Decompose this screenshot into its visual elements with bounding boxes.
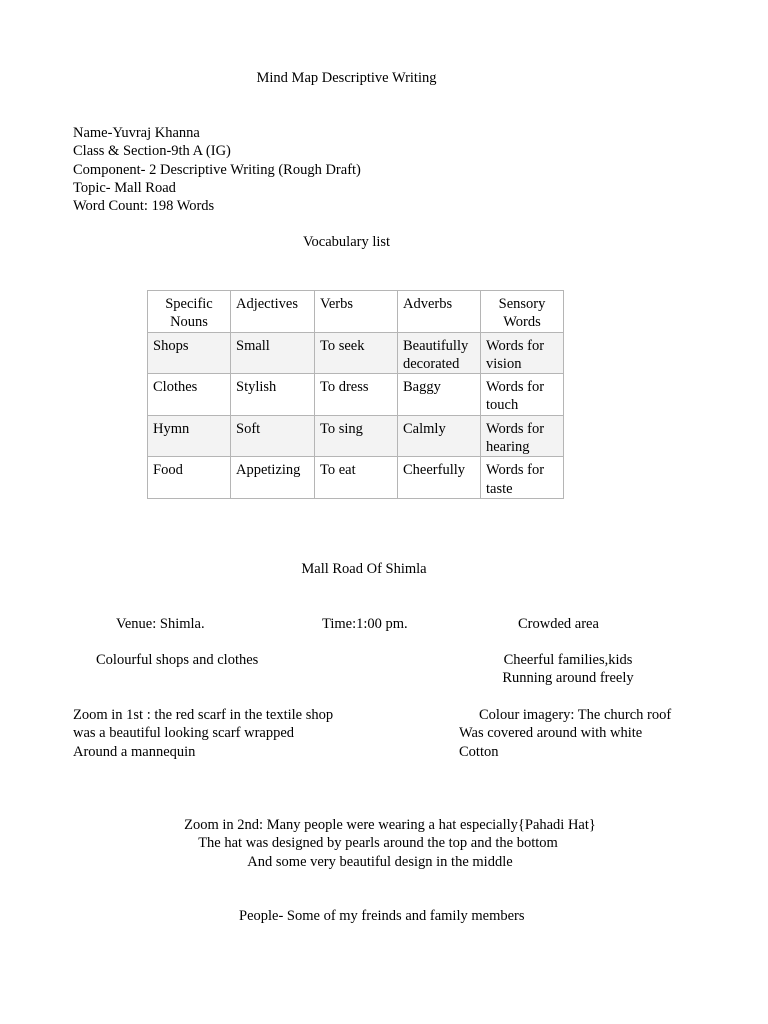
table-cell: Beautifully decorated — [398, 332, 481, 374]
header-cell: Adverbs — [398, 291, 481, 333]
table-cell: Words for taste — [481, 457, 564, 499]
table-cell: Stylish — [231, 374, 315, 416]
table-row — [148, 374, 564, 416]
info-topic: Topic- Mall Road — [73, 179, 176, 196]
info-class: Class & Section-9th A (IG) — [73, 143, 231, 160]
table-cell: Soft — [231, 415, 315, 457]
mindmap-colour-imagery: Colour imagery: The church roof Was covered around with white Cotton — [459, 707, 672, 760]
table-row — [148, 332, 564, 374]
header-cell: Sensory Words — [481, 291, 564, 333]
table-row — [148, 415, 564, 457]
table-cell: Small — [231, 332, 315, 374]
mindmap-families: Cheerful families,kids Running around freely — [502, 652, 634, 687]
vocabulary-title: Vocabulary list — [302, 234, 391, 250]
table-cell: Shops — [148, 332, 231, 374]
mindmap-time: Time:1:00 pm. — [322, 616, 408, 632]
table-cell: To seek — [315, 332, 398, 374]
table-cell: Calmly — [398, 415, 481, 457]
header-cell: Adjectives — [231, 291, 315, 333]
table-cell: Words for hearing — [481, 415, 564, 457]
table-cell: To eat — [315, 457, 398, 499]
vocabulary-table — [147, 290, 564, 499]
table-cell: Clothes — [148, 374, 231, 416]
student-info — [73, 124, 361, 215]
table-cell: Food — [148, 457, 231, 499]
table-cell: Appetizing — [231, 457, 315, 499]
mindmap-shops: Colourful shops and clothes — [96, 652, 259, 668]
mindmap-venue: Venue: Shimla. — [116, 616, 205, 632]
mindmap-crowded: Crowded area — [518, 616, 599, 632]
mindmap-people: People- Some of my freinds and family members — [239, 908, 525, 924]
table-cell: To sing — [315, 415, 398, 457]
mindmap-zoom-second: Zoom in 2nd: Many people were wearing a hat especially{Pahadi Hat} The hat was designed by pearls around the top and the bottom And some very beautiful design in the middle — [184, 817, 596, 870]
table-cell: Baggy — [398, 374, 481, 416]
table-cell: Words for touch — [481, 374, 564, 416]
mindmap-title: Mall Road Of Shimla — [301, 561, 427, 577]
info-component: Component- 2 Descriptive Writing (Rough Draft) — [73, 161, 361, 178]
table-cell: Hymn — [148, 415, 231, 457]
table-cell: Words for vision — [481, 332, 564, 374]
table-cell: Cheerfully — [398, 457, 481, 499]
mindmap-zoom-first: Zoom in 1st : the red scarf in the textile shop was a beautiful looking scarf wrapped Around a mannequin — [73, 707, 334, 760]
table-cell: To dress — [315, 374, 398, 416]
table-row — [148, 457, 564, 499]
table-header-row — [148, 291, 564, 333]
info-word-count: Word Count: 198 Words — [73, 198, 215, 215]
document-title: Mind Map Descriptive Writing — [256, 70, 437, 86]
header-cell: Verbs — [315, 291, 398, 333]
info-name: Name-Yuvraj Khanna — [73, 125, 200, 141]
header-cell: Specific Nouns — [148, 291, 231, 333]
